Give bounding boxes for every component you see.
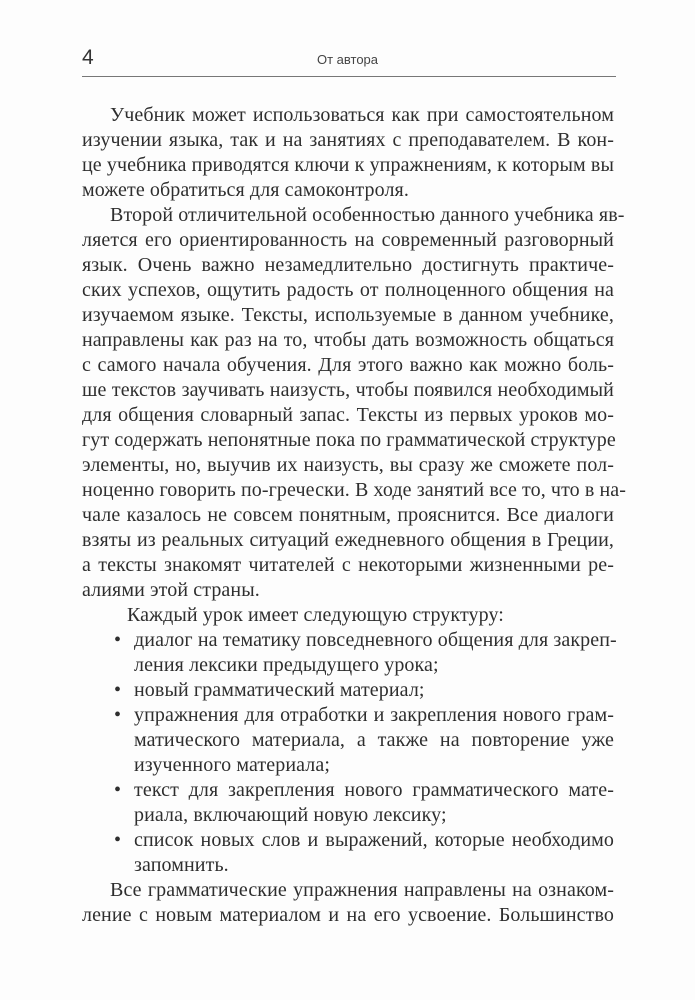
text-line bbox=[82, 878, 614, 903]
text-line bbox=[82, 128, 614, 153]
text-line bbox=[82, 103, 614, 128]
bullet-item bbox=[82, 778, 614, 828]
text-line bbox=[82, 903, 614, 928]
text-line bbox=[82, 703, 614, 728]
text-line bbox=[82, 503, 614, 528]
line-text: изученного материала; bbox=[134, 754, 330, 776]
bullet-icon: • bbox=[114, 779, 122, 801]
line-text: риала, включающий новую лексику; bbox=[134, 804, 447, 826]
text-line bbox=[82, 628, 617, 653]
text-line bbox=[82, 328, 614, 353]
text-line bbox=[82, 453, 614, 478]
bullet-item bbox=[82, 628, 617, 678]
paragraph bbox=[82, 203, 627, 603]
line-text: элементы, но, выучив их наизусть, вы сразу же сможете пол- bbox=[82, 454, 614, 476]
text-line bbox=[82, 778, 614, 803]
text-line bbox=[82, 728, 614, 753]
text-line bbox=[82, 203, 625, 228]
bullet-icon: • bbox=[114, 704, 122, 726]
text-line bbox=[82, 753, 614, 778]
text-line bbox=[82, 678, 614, 703]
line-text: алиями этой страны. bbox=[82, 579, 260, 601]
line-text: изучаемом языке. Тексты, используемые в данном учебнике, bbox=[82, 304, 614, 326]
text-line bbox=[82, 153, 614, 178]
line-text: Учебник может использоваться как при самостоятельном bbox=[110, 104, 614, 126]
text-line bbox=[82, 603, 614, 628]
line-text: чале казалось не совсем понятным, прояснится. Все диалоги bbox=[82, 504, 614, 526]
bullet-item bbox=[82, 703, 614, 778]
line-text: ше текстов заучивать наизусть, чтобы появился необходимый bbox=[82, 379, 614, 401]
header-rule bbox=[82, 76, 616, 77]
line-text: диалог на тематику повседневного общения для закреп- bbox=[134, 629, 617, 651]
text-line bbox=[82, 353, 614, 378]
text-line bbox=[82, 403, 614, 428]
text-line bbox=[82, 278, 614, 303]
bullet-item bbox=[82, 678, 614, 703]
line-text: изучении языка, так и на занятиях с преподавателем. В кон- bbox=[82, 129, 614, 151]
line-text: можете обратиться для самоконтроля. bbox=[82, 179, 409, 201]
running-header: От автора bbox=[316, 52, 379, 67]
text-line bbox=[82, 253, 614, 278]
page-body bbox=[82, 103, 627, 928]
bullet-icon: • bbox=[114, 679, 122, 701]
line-text: запомнить. bbox=[134, 854, 229, 876]
line-text: матического материала, а также на повторение уже bbox=[134, 729, 614, 751]
line-text: новый грамматический материал; bbox=[134, 679, 425, 701]
line-text: ление с новым материалом и на его усвоение. Большинство bbox=[82, 904, 614, 926]
text-line bbox=[82, 303, 614, 328]
list-intro bbox=[82, 603, 614, 628]
line-text: а тексты знакомят читателей с некоторыми жизненными ре- bbox=[82, 554, 614, 576]
line-text: Каждый урок имеет следующую структуру: bbox=[127, 604, 504, 626]
text-line bbox=[82, 553, 614, 578]
line-text: ления лексики предыдущего урока; bbox=[134, 654, 439, 676]
text-line bbox=[82, 803, 614, 828]
line-text: взяты из реальных ситуаций ежедневного общения в Греции, bbox=[82, 529, 614, 551]
text-line bbox=[82, 828, 614, 853]
text-line bbox=[82, 428, 614, 453]
line-text: Второй отличительной особенностью данного учебника яв- bbox=[110, 204, 625, 226]
paragraph bbox=[82, 103, 614, 203]
paragraph bbox=[82, 878, 614, 928]
line-text: с самого начала обучения. Для этого важно как можно боль- bbox=[82, 354, 614, 376]
line-text: це учебника приводятся ключи к упражнениям, к которым вы bbox=[82, 154, 614, 176]
line-text: упражнения для отработки и закрепления нового грам- bbox=[134, 704, 614, 726]
page-number: 4 bbox=[82, 46, 94, 69]
line-text: список новых слов и выражений, которые необходимо bbox=[134, 829, 614, 851]
text-line bbox=[82, 228, 614, 253]
line-text: ляется его ориентированность на современный разговорный bbox=[82, 229, 614, 251]
bullet-icon: • bbox=[114, 629, 122, 651]
line-text: текст для закрепления нового грамматического мате- bbox=[134, 779, 614, 801]
bullet-item bbox=[82, 828, 614, 878]
line-text: ноценно говорить по-гречески. В ходе занятий все то, что в на- bbox=[82, 479, 627, 501]
line-text: ских успехов, ощутить радость от полноценного общения на bbox=[82, 279, 614, 301]
text-line bbox=[82, 378, 614, 403]
line-text: язык. Очень важно незамедлительно достигнуть практиче- bbox=[82, 254, 614, 276]
text-line bbox=[82, 178, 614, 203]
text-line bbox=[82, 478, 627, 503]
text-line bbox=[82, 528, 614, 553]
text-line bbox=[82, 653, 614, 678]
text-line bbox=[82, 578, 614, 603]
text-line bbox=[82, 853, 614, 878]
line-text: гут содержать непонятные пока по грамматической структуре bbox=[82, 429, 616, 451]
line-text: направлены как раз на то, чтобы дать возможность общаться bbox=[82, 329, 614, 351]
line-text: для общения словарный запас. Тексты из первых уроков мо- bbox=[82, 404, 614, 426]
bullet-icon: • bbox=[114, 829, 122, 851]
line-text: Все грамматические упражнения направлены на ознаком- bbox=[110, 879, 614, 901]
